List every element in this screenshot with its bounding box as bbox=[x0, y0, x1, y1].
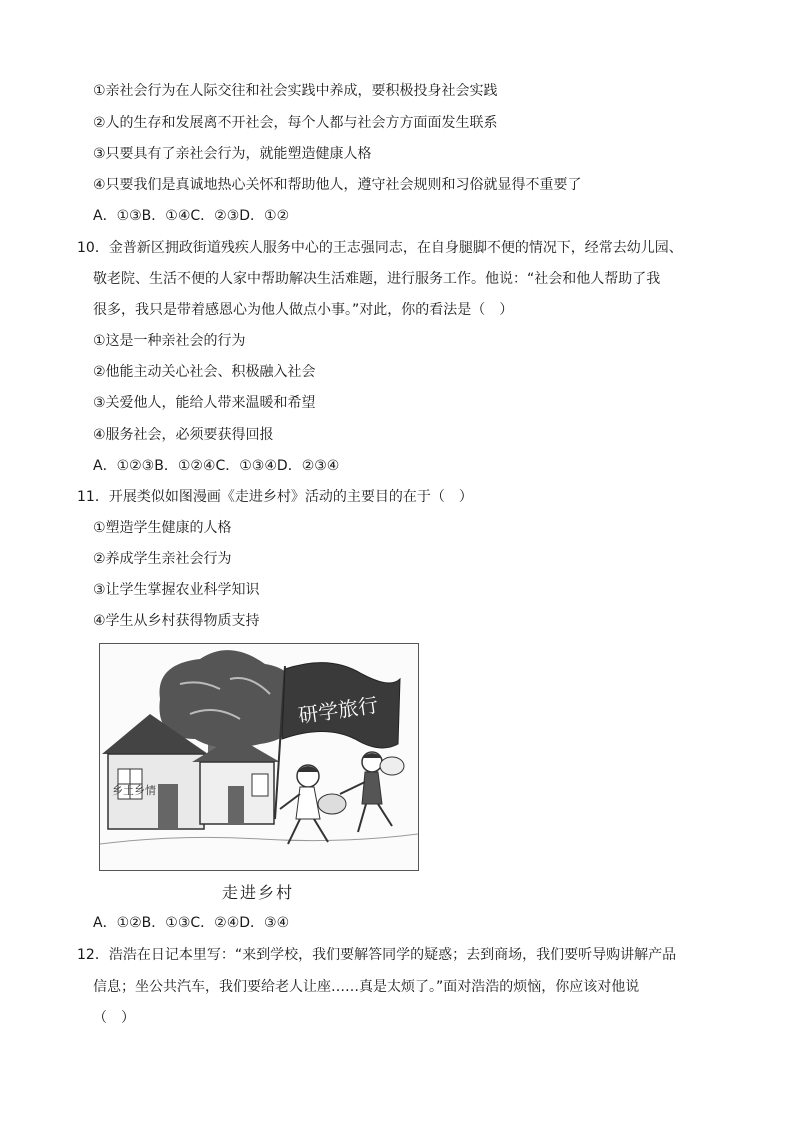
house-sign-text: 乡土乡情 bbox=[112, 784, 156, 797]
q12-stem-line-3: （ ） bbox=[93, 1010, 135, 1026]
q11-stem: 11．开展类似如图漫画《走进乡村》活动的主要目的在于（ ） bbox=[77, 489, 473, 505]
q10-option-1: ①这是一种亲社会的行为 bbox=[93, 333, 246, 349]
q11-option-4: ④学生从乡村获得物质支持 bbox=[93, 613, 260, 629]
q10-stem-line-3: 很多，我只是带着感恩心为他人做点小事。”对此，你的看法是（ ） bbox=[93, 302, 514, 318]
cartoon-figure bbox=[99, 643, 419, 871]
q9-answer-choices: A．①③B．①④C．②③D．①② bbox=[93, 208, 290, 224]
q10-stem-line-1: 10．金普新区拥政街道残疾人服务中心的王志强同志，在自身腿脚不便的情况下，经常去幼儿园、 bbox=[77, 240, 683, 256]
q10-option-2: ②他能主动关心社会、积极融入社会 bbox=[93, 364, 316, 380]
q11-option-1: ①塑造学生健康的人格 bbox=[93, 520, 232, 536]
q12-stem-line-2: 信息；坐公共汽车，我们要给老人让座……真是太烦了。”面对浩浩的烦恼，你应该对他说 bbox=[93, 979, 640, 995]
child-figure-icon bbox=[340, 752, 404, 832]
house-icon bbox=[192, 736, 280, 824]
q11-option-3: ③让学生掌握农业科学知识 bbox=[93, 582, 260, 598]
ground-line bbox=[100, 834, 418, 844]
figure-caption: 走进乡村 bbox=[222, 883, 295, 902]
child-figure-icon bbox=[280, 765, 346, 844]
q10-option-4: ④服务社会，必须要获得回报 bbox=[93, 427, 274, 443]
q11-option-2: ②养成学生亲社会行为 bbox=[93, 551, 232, 567]
flag-text: 研学旅行 bbox=[296, 692, 380, 728]
q11-answer-choices: A．①②B．①③C．②④D．③④ bbox=[93, 915, 290, 931]
q9-option-3: ③只要具有了亲社会行为，就能塑造健康人格 bbox=[93, 146, 372, 162]
q9-option-2: ②人的生存和发展离不开社会，每个人都与社会方方面面发生联系 bbox=[93, 115, 498, 131]
q9-option-1: ①亲社会行为在人际交往和社会实践中养成，要积极投身社会实践 bbox=[93, 83, 498, 99]
q10-option-3: ③关爱他人，能给人带来温暖和希望 bbox=[93, 395, 316, 411]
q10-stem-line-2: 敬老院、生活不便的人家中帮助解决生活难题，进行服务工作。他说：“社会和他人帮助了我 bbox=[93, 271, 661, 287]
q12-stem-line-1: 12．浩浩在日记本里写：“来到学校，我们要解答同学的疑惑；去到商场，我们要听导购讲解产品 bbox=[77, 947, 677, 963]
cartoon-illustration bbox=[100, 644, 418, 870]
q9-option-4: ④只要我们是真诚地热心关怀和帮助他人，遵守社会规则和习俗就显得不重要了 bbox=[93, 177, 582, 193]
q10-answer-choices: A．①②③B．①②④C．①③④D．②③④ bbox=[93, 458, 340, 474]
